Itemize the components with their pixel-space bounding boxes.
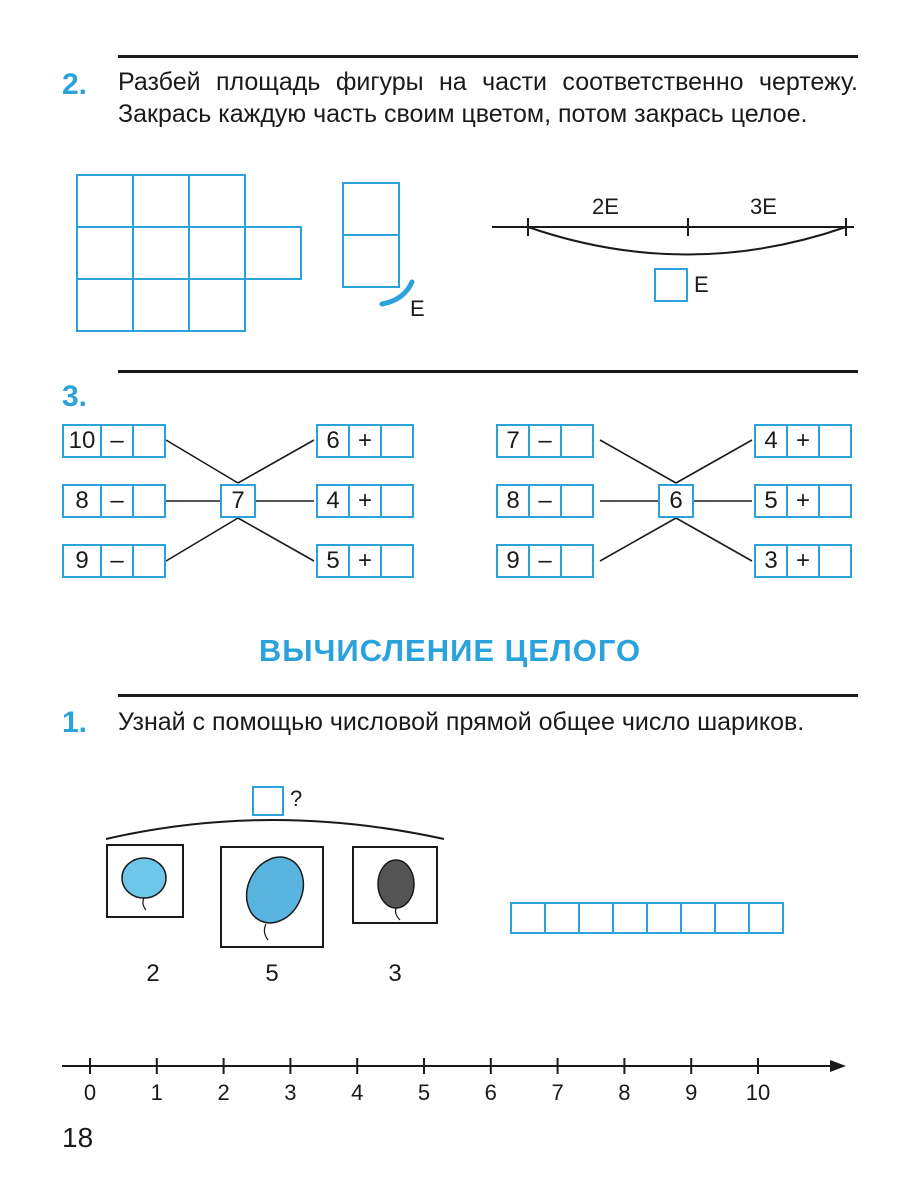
center-number-right: 6 xyxy=(658,484,694,518)
rule-3 xyxy=(118,694,858,697)
eq-operator: + xyxy=(348,484,382,518)
number-line-label: 3 xyxy=(284,1080,297,1105)
eq-operator: + xyxy=(786,424,820,458)
eq-left-minus-3 xyxy=(62,544,164,578)
question-mark: ? xyxy=(290,786,303,811)
eq-right-minus-2 xyxy=(496,484,592,518)
eq-answer-cell[interactable] xyxy=(132,544,166,578)
balloon-frame-1 xyxy=(106,844,184,918)
number-line-label: 9 xyxy=(685,1080,698,1105)
eq-answer-cell[interactable] xyxy=(818,544,852,578)
number-line-label: 4 xyxy=(351,1080,364,1105)
task-1-number: 1. xyxy=(62,706,88,739)
eq-number: 5 xyxy=(316,544,350,578)
eq-number: 4 xyxy=(316,484,350,518)
eq-left-plus-1 xyxy=(316,424,412,458)
eq-right-plus-2 xyxy=(754,484,850,518)
number-line-label: 2 xyxy=(217,1080,230,1105)
eq-answer-cell[interactable] xyxy=(560,544,594,578)
task-1-text: Узнай с помощью числовой прямой общее число шариков. xyxy=(118,708,805,736)
number-line-label: 0 xyxy=(83,1080,97,1105)
eq-answer-cell[interactable] xyxy=(380,484,414,518)
number-line-label: 6 xyxy=(484,1080,497,1105)
eq-number: 7 xyxy=(496,424,530,458)
eq-operator: – xyxy=(100,484,134,518)
eq-number: 9 xyxy=(496,544,530,578)
eq-answer-cell[interactable] xyxy=(132,424,166,458)
eq-operator: – xyxy=(100,424,134,458)
eq-answer-cell[interactable] xyxy=(560,424,594,458)
unit-label-left: E xyxy=(410,296,425,321)
eq-operator: – xyxy=(528,484,562,518)
eq-right-minus-3 xyxy=(496,544,592,578)
eq-right-minus-1 xyxy=(496,424,592,458)
eq-answer-cell[interactable] xyxy=(132,484,166,518)
eq-operator: – xyxy=(100,544,134,578)
eq-left-minus-2 xyxy=(62,484,164,518)
eq-answer-cell[interactable] xyxy=(818,424,852,458)
number-line-label: 10 xyxy=(745,1080,771,1105)
total-answer-cell[interactable] xyxy=(252,786,284,816)
eq-operator: – xyxy=(528,544,562,578)
balloon-icon xyxy=(222,848,322,946)
balloon-count-3: 3 xyxy=(388,960,402,987)
eq-operator: + xyxy=(348,544,382,578)
eq-right-plus-3 xyxy=(754,544,850,578)
eq-answer-cell[interactable] xyxy=(380,544,414,578)
answer-strip-cell[interactable] xyxy=(544,902,580,934)
eq-left-plus-2 xyxy=(316,484,412,518)
balloon-icon xyxy=(354,848,436,922)
number-line-label: 5 xyxy=(417,1080,431,1105)
total-brace xyxy=(100,815,450,845)
eq-number: 8 xyxy=(62,484,102,518)
eq-left-minus-1 xyxy=(62,424,164,458)
task-3-number: 3. xyxy=(62,380,88,413)
eq-left-plus-3 xyxy=(316,544,412,578)
center-number-left: 7 xyxy=(220,484,256,518)
eq-number: 10 xyxy=(62,424,102,458)
answer-strip-cell[interactable] xyxy=(646,902,682,934)
task-2-text: Разбей площадь фигуры на части соответственно чертежу. Закрась каждую часть своим цветом, потом закрась целое. xyxy=(118,68,858,128)
balloon-count-1: 2 xyxy=(146,960,160,987)
answer-strip-cell[interactable] xyxy=(612,902,648,934)
eq-answer-cell[interactable] xyxy=(560,484,594,518)
eq-right-plus-1 xyxy=(754,424,850,458)
answer-strip xyxy=(510,902,782,934)
eq-number: 5 xyxy=(754,484,788,518)
answer-strip-cell[interactable] xyxy=(578,902,614,934)
number-line-label: 8 xyxy=(618,1080,631,1105)
number-line xyxy=(60,1050,850,1080)
answer-strip-cell[interactable] xyxy=(714,902,750,934)
eq-answer-cell[interactable] xyxy=(380,424,414,458)
answer-strip-cell[interactable] xyxy=(680,902,716,934)
number-line-label: 1 xyxy=(150,1080,163,1105)
unit-label-right: E xyxy=(694,272,709,297)
answer-strip-cell[interactable] xyxy=(510,902,546,934)
eq-operator: + xyxy=(786,484,820,518)
section-heading: ВЫЧИСЛЕНИЕ ЦЕЛОГО xyxy=(258,633,642,668)
segment-label-2e: 2E xyxy=(592,194,619,219)
balloon-frame-3 xyxy=(352,846,438,924)
eq-number: 8 xyxy=(496,484,530,518)
eq-number: 3 xyxy=(754,544,788,578)
segment-label-3e: 3E xyxy=(750,194,777,219)
task-2-number: 2. xyxy=(62,68,88,101)
page-number: 18 xyxy=(62,1122,94,1153)
eq-number: 9 xyxy=(62,544,102,578)
balloon-count-2: 5 xyxy=(265,960,279,987)
balloon-icon xyxy=(108,846,182,916)
eq-number: 4 xyxy=(754,424,788,458)
eq-operator: – xyxy=(528,424,562,458)
answer-strip-cell[interactable] xyxy=(748,902,784,934)
eq-operator: + xyxy=(348,424,382,458)
number-line-label: 7 xyxy=(551,1080,564,1105)
eq-operator: + xyxy=(786,544,820,578)
balloon-frame-2 xyxy=(220,846,324,948)
eq-number: 6 xyxy=(316,424,350,458)
eq-answer-cell[interactable] xyxy=(818,484,852,518)
